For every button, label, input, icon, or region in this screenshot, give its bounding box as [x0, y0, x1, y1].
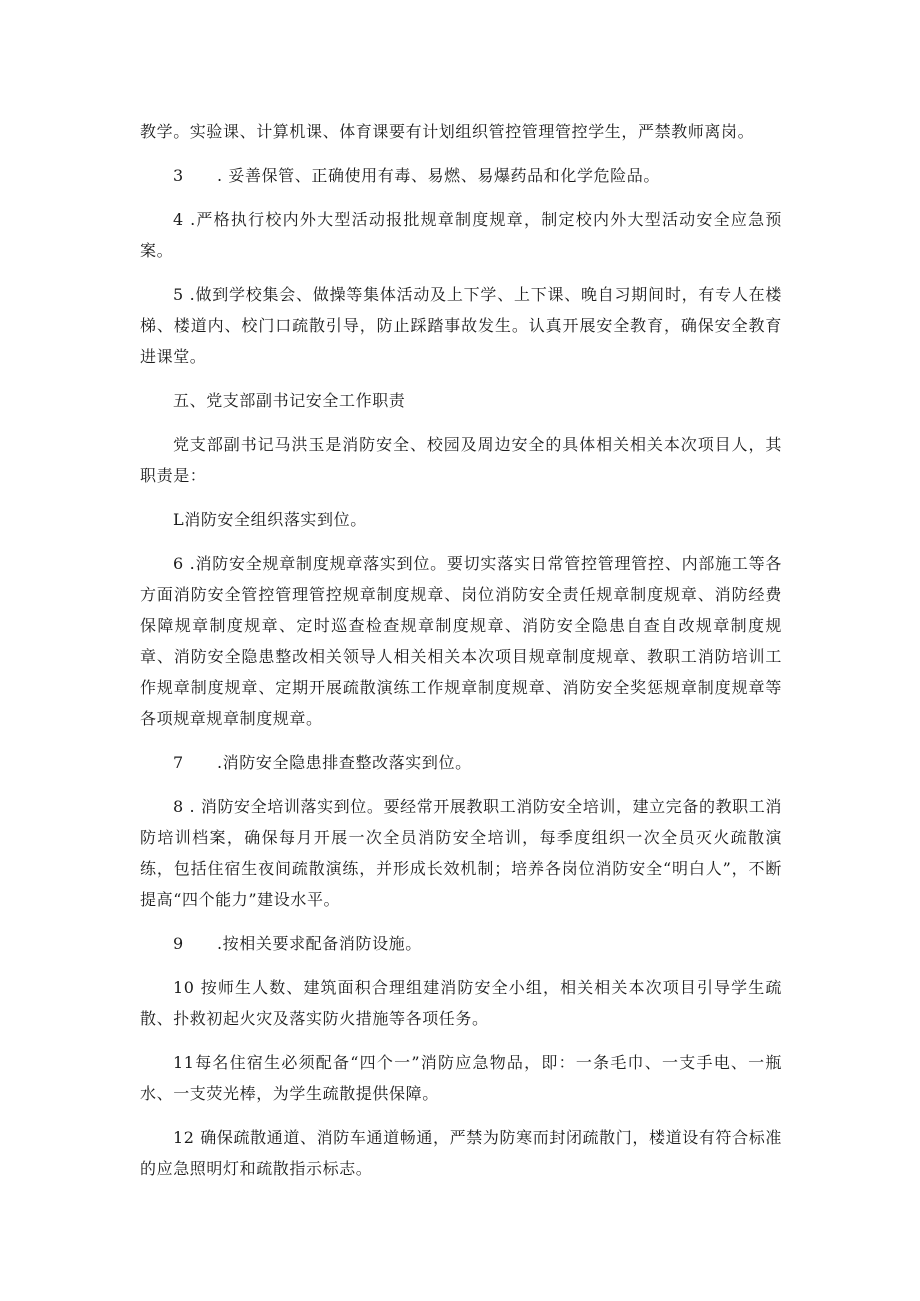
paragraph-item-10: 10 按师生人数、建筑面积合理组建消防安全小组，相关相关本次项目引导学生疏散、扑救初起火灾及落实防火措施等各项任务。 — [140, 978, 782, 1028]
paragraph-item-3: 3 . 妥善保管、正确使用有毒、易燃、易爆药品和化学危险品。 — [173, 166, 660, 185]
paragraph-item-4: 4 .严格执行校内外大型活动报批规章制度规章，制定校内外大型活动安全应急预案。 — [140, 210, 782, 260]
paragraph-item-7: 7 .消防安全隐患排查整改落实到位。 — [173, 753, 472, 772]
paragraph-item-5: 5 .做到学校集会、做操等集体活动及上下学、上下课、晚自习期间时，有专人在楼梯、楼道内、校门口疏散引导，防止踩踏事故发生。认真开展安全教育，确保安全教育进课堂。 — [140, 285, 782, 366]
paragraph-item-11: 11每名住宿生必须配备“四个一”消防应急物品，即：一条毛巾、一支手电、一瓶水、一支荧光棒，为学生疏散提供保障。 — [140, 1053, 782, 1103]
paragraph-item-12: 12 确保疏散通道、消防车通道畅通，严禁为防寒而封闭疏散门，楼道设有符合标准的应急照明灯和疏散指示标志。 — [140, 1128, 782, 1178]
paragraph-item-8: 8 . 消防安全培训落实到位。要经常开展教职工消防安全培训，建立完备的教职工消防培训档案，确保每月开展一次全员消防安全培训，每季度组织一次全员灭火疏散演练，包括住宿生夜间疏散演练，并形成长效机制；培养各岗位消防安全“明白人”，不断提高“四个能力”建设水平。 — [140, 797, 782, 909]
paragraph-item-6: 6 .消防安全规章制度规章落实到位。要切实落实日常管控管理管控、内部施工等各方面消防安全管控管理管控规章制度规章、岗位消防安全责任规章制度规章、消防经费保障规章制度规章、定时巡查检查规章制度规章、消防安全隐患自查自改规章制度规章、消防安全隐患整改相关领导人相关相关本次项目规章制度规章、教职工消防培训工作规章制度规章、定期开展疏散演练工作规章制度规章、消防安全奖惩规章制度规章等各项规章规章制度规章。 — [140, 554, 782, 728]
paragraph-intro: 党支部副书记马洪玉是消防安全、校园及周边安全的具体相关相关本次项目人，其职责是： — [140, 435, 782, 485]
paragraph-item-9: 9 .按相关要求配备消防设施。 — [173, 934, 422, 953]
paragraph-continuation: 教学。实验课、计算机课、体育课要有计划组织管控管理管控学生，严禁教师离岗。 — [140, 122, 755, 141]
paragraph-item-1: L消防安全组织落实到位。 — [173, 510, 367, 529]
section-heading: 五、党支部副书记安全工作职责 — [173, 391, 406, 410]
